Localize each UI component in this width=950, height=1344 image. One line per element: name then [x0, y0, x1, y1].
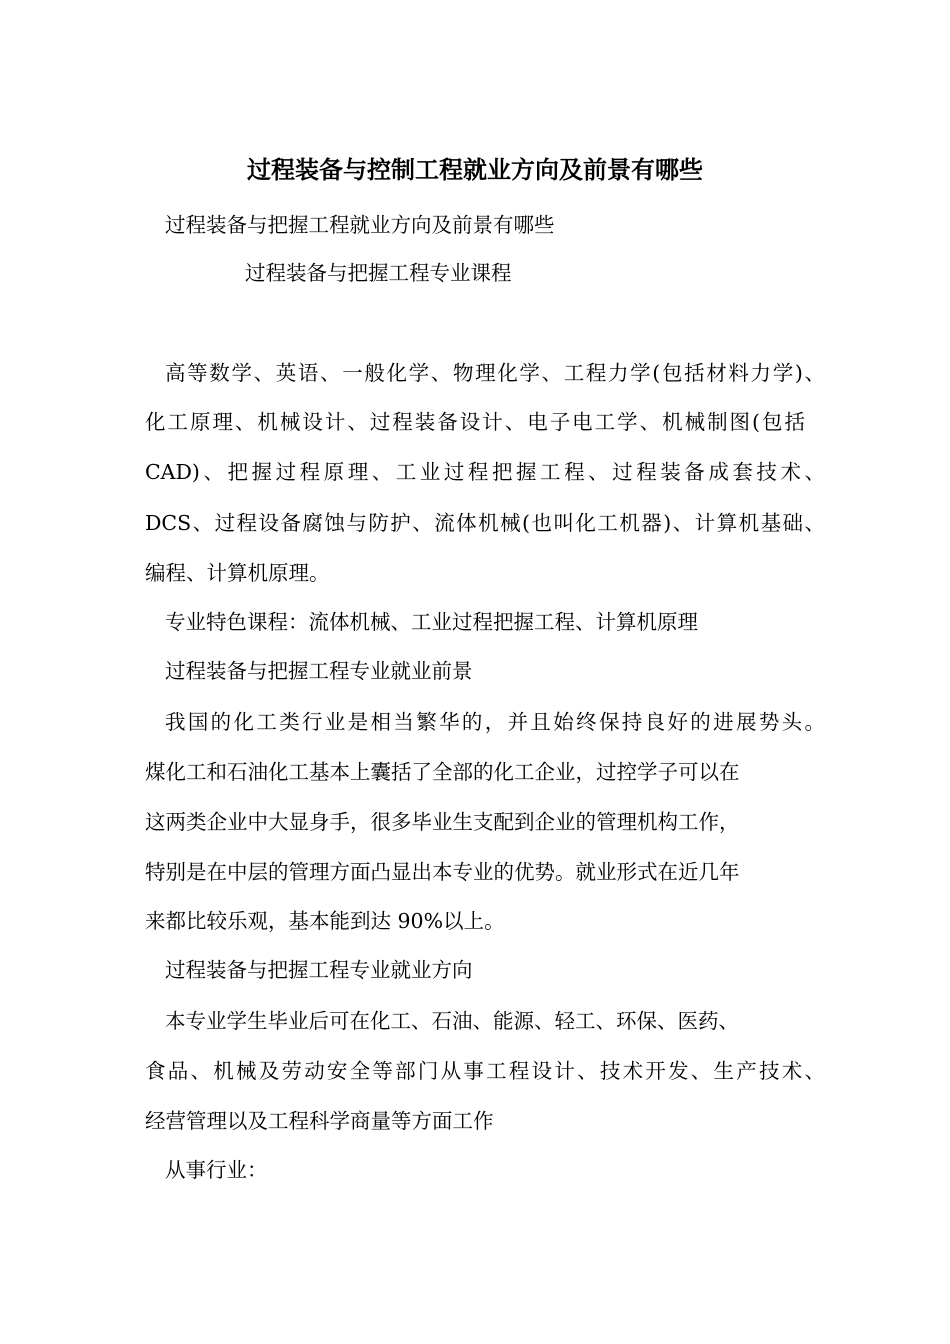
paragraph-line: 我国的化工类行业是相当繁华的，并且始终保持良好的进展势头。: [165, 710, 825, 734]
paragraph-line: 本专业学生毕业后可在化工、石油、能源、轻工、环保、医药、: [165, 1009, 739, 1033]
section-heading-prospects: 过程装备与把握工程专业就业前景: [165, 659, 473, 683]
document-title: 过程装备与控制工程就业方向及前景有哪些: [247, 156, 703, 184]
section-heading-directions: 过程装备与把握工程专业就业方向: [165, 958, 473, 982]
subtitle-line: 过程装备与把握工程就业方向及前景有哪些: [165, 213, 555, 237]
paragraph-line: 编程、计算机原理。: [145, 561, 330, 585]
paragraph-line: 这两类企业中大显身手，很多毕业生支配到企业的管理机构工作，: [145, 810, 740, 834]
paragraph-line: 特别是在中层的管理方面凸显出本专业的优势。就业形式在近几年: [145, 860, 740, 884]
paragraph-line: 高等数学、英语、一般化学、物理化学、工程力学(包括材料力学)、: [165, 361, 825, 385]
paragraph-line: 经营管理以及工程科学商量等方面工作: [145, 1109, 494, 1133]
paragraph-line: 煤化工和石油化工基本上囊括了全部的化工企业，过控学子可以在: [145, 760, 740, 784]
section-heading-courses: 过程装备与把握工程专业课程: [245, 261, 512, 285]
paragraph-line: 食品、机械及劳动安全等部门从事工程设计、技术开发、生产技术、: [145, 1059, 825, 1083]
industries-heading: 从事行业：: [165, 1158, 268, 1182]
feature-courses-line: 专业特色课程：流体机械、工业过程把握工程、计算机原理: [165, 610, 698, 634]
paragraph-line: CAD)、把握过程原理、工业过程把握工程、过程装备成套技术、: [145, 460, 825, 484]
paragraph-line: DCS、过程设备腐蚀与防护、流体机械(也叫化工机器)、计算机基础、: [145, 511, 825, 535]
paragraph-line: 来都比较乐观，基本能到达 90%以上。: [145, 909, 505, 933]
paragraph-line: 化工原理、机械设计、过程装备设计、电子电工学、机械制图(包括: [145, 410, 805, 434]
